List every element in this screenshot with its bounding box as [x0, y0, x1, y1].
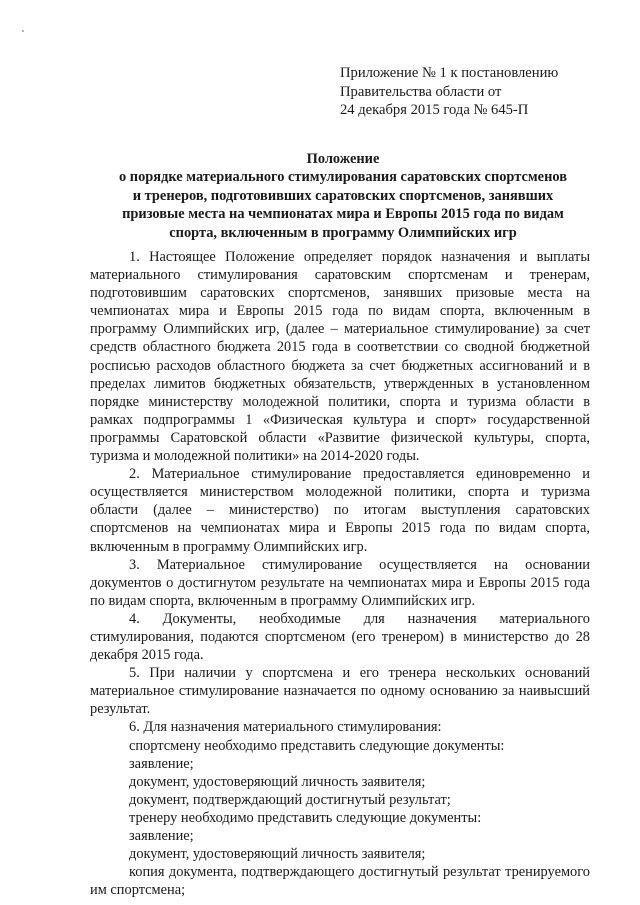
appendix-line: Приложение № 1 к постановлению — [340, 65, 559, 81]
paragraph-3: 3. Материальное стимулирование осуществляется на основании документов о достигнутом результате на чемпионатах мира и Европы 2015 года по видам спорта, включенным в программу Олимпийских игр. — [90, 556, 590, 609]
paragraph-1: 1. Настоящее Положение определяет порядок назначения и выплаты материального стимулирования саратовским спортсменам и тренерам, подготовившим саратовских спортсменов, занявших призовые места на чемпионатах мира и Европы 2015 года по видам спорта, включенным в программу Олимпийских игр, (далее – материальное стимулирование) за счет средств областного бюджета 2015 года в соответствии со сводной бюджетной росписью расходов областного бюджета за счет бюджетных ассигнований и в пределах лимитов бюджетных обязательств, утвержденных в установленном порядке министерству молодежной политики, спорта и туризма области в рамках подпрограммы 1 «Физическая культура и спорт» государственной программы Саратовской области «Развитие физической культуры, спорта, туризма и молодежной политики» на 2014-2020 годы. — [90, 249, 590, 465]
appendix-line: 24 декабря 2015 года № 645-П — [340, 102, 529, 118]
list-line: документ, подтверждающий достигнутый результат; — [129, 791, 451, 808]
list-line: заявление; — [129, 755, 194, 772]
list-line: документ, удостоверяющий личность заявителя; — [129, 846, 426, 863]
appendix-note — [340, 64, 610, 120]
appendix-line: Правительства области от — [340, 83, 502, 100]
list-line: спортсмену необходимо представить следующие документы: — [129, 737, 505, 754]
title-line: спорта, включенным в программу Олимпийских игр — [169, 224, 517, 241]
paragraph-5: 5. При наличии у спортсмена и его тренера нескольких оснований материальное стимулирование назначается по одному основанию за наивысший результат. — [90, 665, 590, 718]
title-line: о порядке материального стимулирования саратовских спортсменов — [119, 169, 567, 186]
list-line: заявление; — [129, 828, 194, 844]
paragraph-6: 6. Для назначения материального стимулирования: — [129, 719, 442, 736]
list-line: документ, удостоверяющий личность заявителя; — [129, 773, 426, 790]
title-line: Положение — [306, 151, 380, 167]
title-line: и тренеров, подготовивших саратовских спортсменов, занявших — [132, 187, 554, 204]
scan-speck — [22, 30, 24, 32]
list-line: копия документа, подтверждающего достигнутый результат тренируемого им спортсмена; — [90, 864, 590, 899]
title-line: призовые места на чемпионатах мира и Европы 2015 года по видам — [122, 206, 564, 223]
list-line: тренеру необходимо представить следующие документы: — [129, 809, 482, 826]
paragraph-4: 4. Документы, необходимые для назначения материального стимулирования, подаются спортсменом (его тренером) в министерство до 28 декабря 2015 года. — [90, 610, 590, 664]
paragraph-2: 2. Материальное стимулирование предоставляется единовременно и осуществляется министерством молодежной политики, спорта и туризма области (далее – министерство) по итогам выступления саратовских спортсменов на чемпионатах мира и Европы 2015 года по видам спорта, включенным в программу Олимпийских игр. — [90, 466, 590, 555]
document-body — [90, 248, 590, 899]
document-title — [98, 150, 588, 242]
